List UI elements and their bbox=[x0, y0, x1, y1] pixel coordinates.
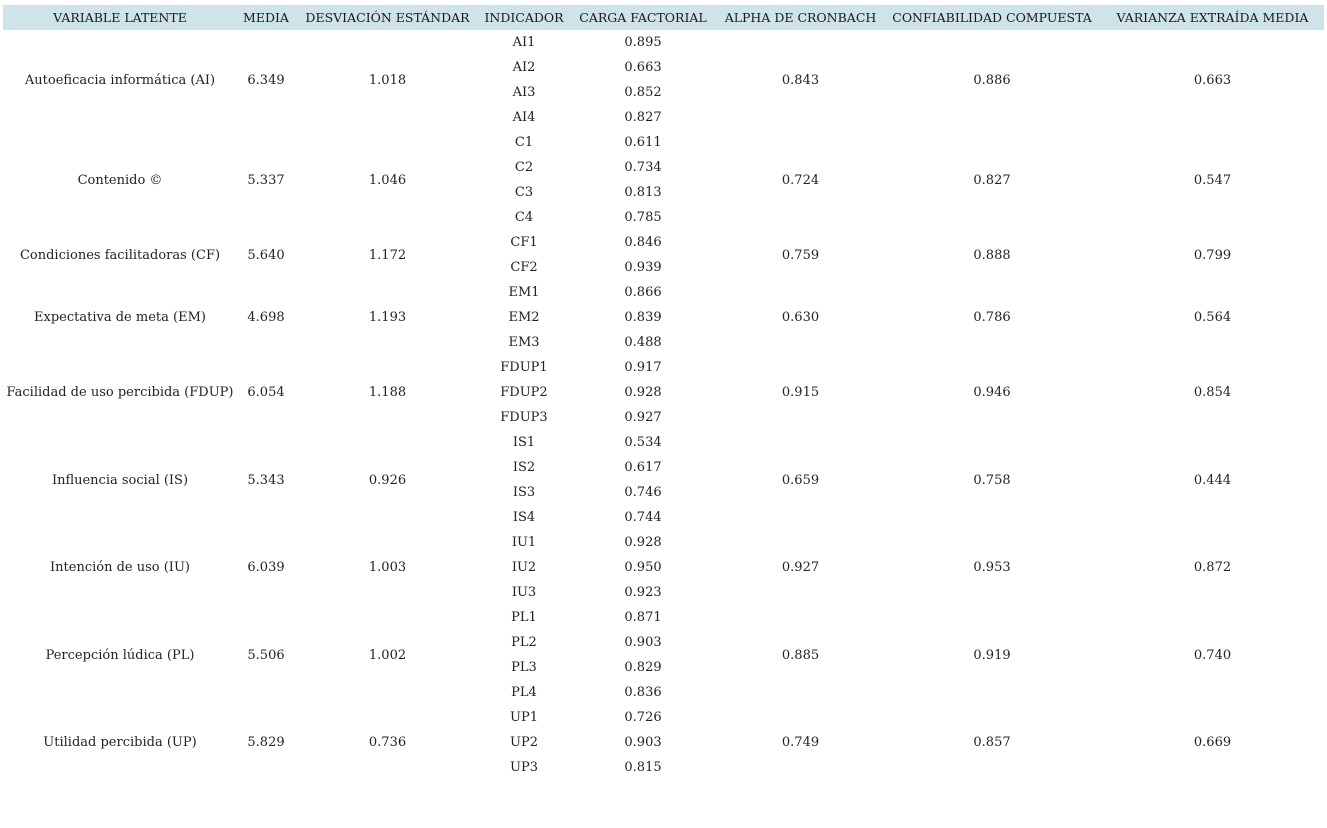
desviacion-cell: 1.002 bbox=[368, 647, 407, 663]
latent-variable-name: Percepción lúdica (PL) bbox=[45, 647, 195, 663]
indicator-cell: EM2 bbox=[508, 310, 540, 325]
table-row bbox=[3, 605, 1324, 630]
alpha-cell: 0.724 bbox=[781, 172, 820, 188]
factor-loading-cell: 0.746 bbox=[624, 485, 662, 500]
table-row bbox=[3, 530, 1324, 555]
alpha-cell: 0.915 bbox=[781, 385, 820, 400]
desviacion-cell: 1.046 bbox=[368, 172, 407, 188]
media-cell: 4.698 bbox=[247, 310, 285, 325]
latent-variable-name: Condiciones facilitadoras (CF) bbox=[19, 247, 221, 263]
confiabilidad-cell: 0.886 bbox=[973, 72, 1011, 88]
indicator-cell: IU2 bbox=[511, 560, 537, 575]
factor-loading-cell: 0.813 bbox=[624, 185, 662, 200]
indicator-cell: EM3 bbox=[508, 335, 540, 350]
table-body bbox=[3, 30, 1324, 780]
varianza-cell: 0.663 bbox=[1193, 72, 1232, 88]
factor-loading-cell: 0.928 bbox=[624, 385, 662, 400]
indicator-cell: CF1 bbox=[510, 235, 538, 250]
factor-loading-cell: 0.903 bbox=[624, 635, 662, 650]
media-cell: 5.343 bbox=[247, 472, 285, 488]
latent-variables-table bbox=[3, 5, 1324, 780]
alpha-cell: 0.630 bbox=[781, 310, 820, 325]
factor-loading-cell: 0.836 bbox=[624, 685, 662, 700]
desviacion-cell: 1.018 bbox=[368, 72, 407, 88]
indicator-cell: AI3 bbox=[512, 85, 536, 100]
factor-loading-cell: 0.611 bbox=[624, 135, 662, 150]
factor-loading-cell: 0.726 bbox=[624, 710, 662, 725]
indicator-cell: IS3 bbox=[512, 485, 536, 500]
confiabilidad-cell: 0.786 bbox=[973, 310, 1011, 325]
desviacion-cell: 0.736 bbox=[368, 735, 407, 750]
header-variable-latente: VARIABLE LATENTE bbox=[3, 5, 237, 30]
indicator-cell: PL4 bbox=[511, 685, 537, 700]
factor-loading-cell: 0.846 bbox=[624, 235, 662, 250]
table-row bbox=[3, 705, 1324, 730]
varianza-cell: 0.854 bbox=[1193, 385, 1232, 400]
header-desviacion-estandar: DESVIACIÓN ESTÁNDAR bbox=[295, 5, 480, 30]
indicator-cell: C2 bbox=[514, 160, 534, 175]
indicator-cell: PL3 bbox=[511, 660, 537, 675]
factor-loading-cell: 0.785 bbox=[624, 210, 662, 225]
media-cell: 6.039 bbox=[247, 560, 285, 575]
varianza-cell: 0.799 bbox=[1193, 247, 1232, 263]
indicator-cell: UP3 bbox=[510, 760, 538, 775]
indicator-cell: UP2 bbox=[510, 735, 538, 750]
factor-loading-cell: 0.488 bbox=[624, 335, 662, 350]
media-cell: 5.829 bbox=[247, 735, 285, 750]
factor-loading-cell: 0.617 bbox=[624, 460, 662, 475]
header-varianza-extraida-media: VARIANZA EXTRAÍDA MEDIA bbox=[1101, 5, 1324, 30]
factor-loading-cell: 0.534 bbox=[624, 435, 662, 450]
factor-loading-cell: 0.829 bbox=[624, 660, 662, 675]
latent-variable-name: Autoeficacia informática (AI) bbox=[24, 72, 216, 88]
indicator-cell: AI2 bbox=[512, 60, 536, 75]
indicator-cell: FDUP3 bbox=[500, 410, 548, 425]
indicator-cell: CF2 bbox=[510, 260, 538, 275]
factor-loading-cell: 0.744 bbox=[624, 510, 662, 525]
indicator-cell: IS4 bbox=[512, 510, 536, 525]
indicator-cell: IU3 bbox=[511, 585, 537, 600]
desviacion-cell: 1.193 bbox=[368, 310, 407, 325]
latent-variable-name: Expectativa de meta (EM) bbox=[34, 310, 206, 325]
varianza-cell: 0.444 bbox=[1193, 472, 1232, 488]
indicator-cell: UP1 bbox=[510, 710, 538, 725]
alpha-cell: 0.749 bbox=[781, 735, 820, 750]
latent-variable-name: Contenido © bbox=[77, 172, 163, 188]
factor-loading-cell: 0.928 bbox=[624, 535, 662, 550]
indicator-cell: C4 bbox=[514, 210, 534, 225]
varianza-cell: 0.740 bbox=[1193, 647, 1232, 663]
media-cell: 6.054 bbox=[247, 385, 285, 400]
alpha-cell: 0.927 bbox=[781, 560, 820, 575]
latent-variable-name: Facilidad de uso percibida (FDUP) bbox=[6, 385, 234, 400]
factor-loading-cell: 0.815 bbox=[624, 760, 662, 775]
varianza-cell: 0.872 bbox=[1193, 560, 1232, 575]
confiabilidad-cell: 0.758 bbox=[973, 472, 1011, 488]
factor-loading-cell: 0.939 bbox=[624, 260, 662, 275]
desviacion-cell: 1.172 bbox=[368, 247, 407, 263]
factor-loading-cell: 0.839 bbox=[624, 310, 662, 325]
confiabilidad-cell: 0.857 bbox=[973, 735, 1011, 750]
latent-variable-name: Intención de uso (IU) bbox=[50, 560, 190, 575]
varianza-cell: 0.547 bbox=[1193, 172, 1232, 188]
factor-loading-cell: 0.927 bbox=[624, 410, 662, 425]
indicator-cell: FDUP2 bbox=[500, 385, 548, 400]
confiabilidad-cell: 0.888 bbox=[973, 247, 1011, 263]
table-row bbox=[3, 280, 1324, 305]
alpha-cell: 0.843 bbox=[781, 72, 820, 88]
media-cell: 5.337 bbox=[247, 172, 285, 188]
table-row bbox=[3, 230, 1324, 255]
factor-loading-cell: 0.895 bbox=[624, 35, 662, 50]
indicator-cell: AI1 bbox=[512, 35, 536, 50]
confiabilidad-cell: 0.953 bbox=[973, 560, 1011, 575]
table-row bbox=[3, 355, 1324, 380]
confiabilidad-cell: 0.827 bbox=[973, 172, 1011, 188]
media-cell: 5.640 bbox=[247, 247, 285, 263]
factor-loading-cell: 0.917 bbox=[624, 360, 662, 375]
alpha-cell: 0.759 bbox=[781, 247, 820, 263]
indicator-cell: IS1 bbox=[512, 435, 536, 450]
indicator-cell: EM1 bbox=[508, 285, 540, 300]
indicator-cell: PL2 bbox=[511, 635, 537, 650]
factor-loading-cell: 0.827 bbox=[624, 110, 662, 125]
desviacion-cell: 0.926 bbox=[368, 472, 407, 488]
media-cell: 6.349 bbox=[247, 72, 285, 88]
factor-loading-cell: 0.903 bbox=[624, 735, 662, 750]
header-confiabilidad-compuesta: CONFIABILIDAD COMPUESTA bbox=[883, 5, 1101, 30]
indicator-cell: AI4 bbox=[512, 110, 536, 125]
latent-variable-name: Utilidad percibida (UP) bbox=[43, 735, 197, 750]
indicator-cell: FDUP1 bbox=[500, 360, 548, 375]
header-carga-factorial: CARGA FACTORIAL bbox=[568, 5, 718, 30]
alpha-cell: 0.659 bbox=[781, 472, 820, 488]
factor-loading-cell: 0.871 bbox=[624, 610, 662, 625]
factor-loading-cell: 0.866 bbox=[624, 285, 662, 300]
header-media: MEDIA bbox=[237, 5, 295, 30]
header-alpha-de-cronbach: ALPHA DE CRONBACH bbox=[718, 5, 883, 30]
indicator-cell: C1 bbox=[514, 135, 534, 150]
confiabilidad-cell: 0.946 bbox=[973, 385, 1011, 400]
latent-variable-name: Influencia social (IS) bbox=[51, 472, 189, 488]
varianza-cell: 0.669 bbox=[1193, 735, 1232, 750]
factor-loading-cell: 0.663 bbox=[624, 60, 662, 75]
table-row bbox=[3, 130, 1324, 155]
table-row bbox=[3, 430, 1324, 455]
varianza-cell: 0.564 bbox=[1193, 310, 1232, 325]
header-indicador: INDICADOR bbox=[480, 5, 568, 30]
desviacion-cell: 1.188 bbox=[368, 385, 407, 400]
indicator-cell: C3 bbox=[514, 185, 534, 200]
factor-loading-cell: 0.923 bbox=[624, 585, 662, 600]
indicator-cell: IS2 bbox=[512, 460, 536, 475]
table-row bbox=[3, 30, 1324, 55]
media-cell: 5.506 bbox=[247, 647, 285, 663]
indicator-cell: PL1 bbox=[511, 610, 537, 625]
alpha-cell: 0.885 bbox=[781, 647, 820, 663]
factor-loading-cell: 0.950 bbox=[624, 560, 662, 575]
factor-loading-cell: 0.734 bbox=[624, 160, 662, 175]
desviacion-cell: 1.003 bbox=[368, 560, 407, 575]
indicator-cell: IU1 bbox=[511, 535, 537, 550]
header-row bbox=[3, 5, 1324, 30]
factor-loading-cell: 0.852 bbox=[624, 85, 662, 100]
confiabilidad-cell: 0.919 bbox=[973, 647, 1011, 663]
